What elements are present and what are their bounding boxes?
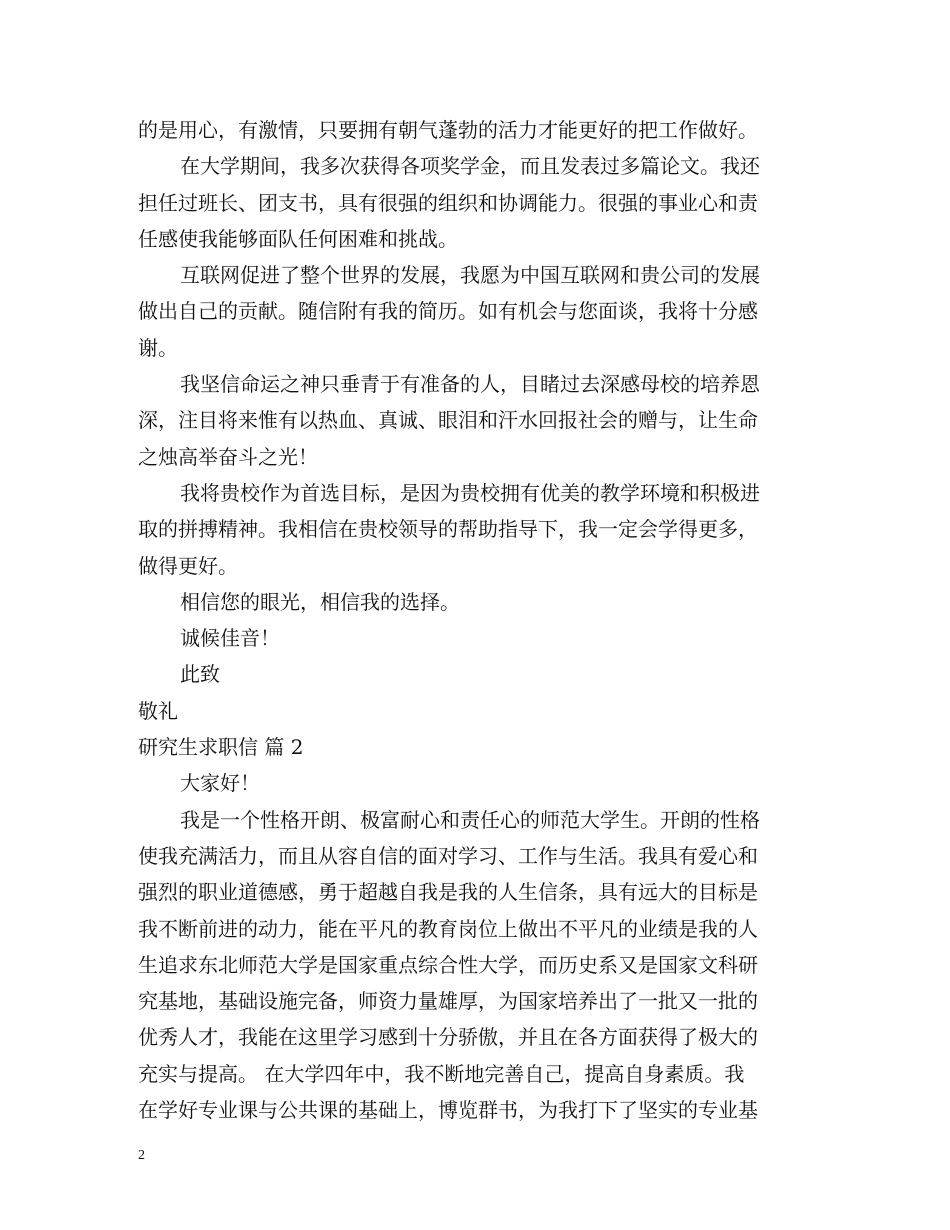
text-line: 之烛高举奋斗之光！ bbox=[138, 444, 318, 469]
text-line: 在学好专业课与公共课的基础上，博览群书，为我打下了坚实的专业基 bbox=[138, 1098, 758, 1123]
text-line: 我不断前进的动力，能在平凡的教育岗位上做出不平凡的业绩是我的人 bbox=[138, 916, 758, 941]
page-number: 2 bbox=[138, 1148, 145, 1163]
text-line: 生追求东北师范大学是国家重点综合性大学，而历史系又是国家文科研 bbox=[138, 952, 758, 977]
text-line: 相信您的眼光，相信我的选择。 bbox=[180, 589, 460, 614]
text-line: 做出自己的贡献。随信附有我的简历。如有机会与您面谈，我将十分感 bbox=[138, 299, 758, 324]
text-line: 谢。 bbox=[138, 335, 178, 360]
text-line: 在大学期间，我多次获得各项奖学金，而且发表过多篇论文。我还 bbox=[180, 154, 760, 179]
text-line: 强烈的职业道德感，勇于超越自我是我的人生信条，具有远大的目标是 bbox=[138, 880, 758, 905]
text-line: 使我充满活力，而且从容自信的面对学习、工作与生活。我具有爱心和 bbox=[138, 843, 758, 868]
text-line: 充实与提高。 在大学四年中，我不断地完善自己，提高自身素质。我 bbox=[138, 1061, 745, 1086]
text-line: 优秀人才，我能在这里学习感到十分骄傲，并且在各方面获得了极大的 bbox=[138, 1025, 758, 1050]
text-line: 敬礼 bbox=[138, 698, 178, 723]
text-line: 任感使我能够面队任何困难和挑战。 bbox=[138, 226, 458, 251]
section-heading: 研究生求职信 篇 2 bbox=[138, 735, 304, 760]
text-line: 我是一个性格开朗、极富耐心和责任心的师范大学生。开朗的性格 bbox=[180, 807, 760, 832]
text-line: 做得更好。 bbox=[138, 553, 238, 578]
text-line: 此致 bbox=[180, 662, 220, 687]
text-line: 的是用心，有激情，只要拥有朝气蓬勃的活力才能更好的把工作做好。 bbox=[138, 118, 758, 142]
text-line: 诚候佳音！ bbox=[180, 626, 280, 651]
text-line: 取的拼搏精神。我相信在贵校领导的帮助指导下，我一定会学得更多， bbox=[138, 517, 758, 542]
text-line: 担任过班长、团支书，具有很强的组织和协调能力。很强的事业心和责 bbox=[138, 190, 758, 215]
text-line: 我将贵校作为首选目标，是因为贵校拥有优美的教学环境和积极进 bbox=[180, 480, 760, 505]
document-body bbox=[138, 112, 814, 1128]
text-line: 究基地，基础设施完备，师资力量雄厚，为国家培养出了一批又一批的 bbox=[138, 989, 758, 1014]
text-line: 我坚信命运之神只垂青于有准备的人，目睹过去深感母校的培养恩 bbox=[180, 372, 760, 397]
text-line: 互联网促进了整个世界的发展，我愿为中国互联网和贵公司的发展 bbox=[180, 263, 760, 288]
text-line: 大家好！ bbox=[180, 771, 260, 796]
text-line: 深，注目将来惟有以热血、真诚、眼泪和汗水回报社会的赠与，让生命 bbox=[138, 408, 758, 433]
